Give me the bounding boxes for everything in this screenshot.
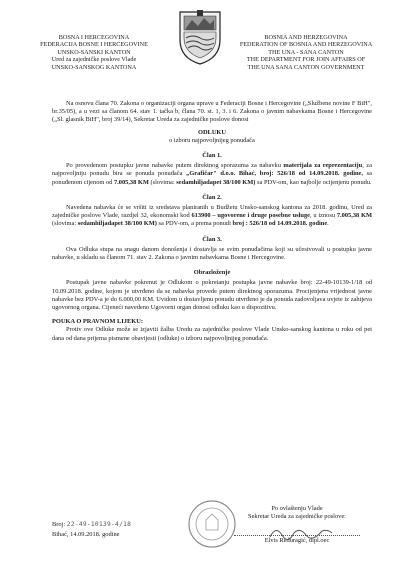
decision-subtitle: o izboru najpovoljnijeg ponuđača	[169, 136, 255, 144]
pouka-heading: POUKA O PRAVNOM LIJEKU:	[52, 318, 143, 326]
header-left-line: BOSNA I HERCEGOVINA	[58, 34, 130, 41]
header-right-institution	[226, 34, 386, 71]
reference-number-value: 22-49-10139-4/18	[66, 521, 132, 528]
header-left-line: UNSKO-SANSKI KANTON	[57, 48, 131, 56]
header-right-line: BOSNIA AND HERZEGOVINA	[264, 34, 348, 41]
reference-number-label: Broj:	[52, 521, 66, 528]
authorization-line: Po ovlaštenju Vlade	[271, 505, 323, 512]
obrazlozenje-text: Postupak javne nabavke pokrenut je Odlukom o pokretanju postupka javne nabavke broj: 22-49-10139-1/18 od 10.09.2018. godine, kojom je utvrđeno da se nabavka provede putem direktnog sporazuma. Procijenjena vrijednost javne nabavke bez PDV-a je do 6.000,00 KM. Uvidom u dostavljenu ponudu utvrđeno je da ponuda zadovoljava uvjete iz zahtjeva ugovornog organa. Cijeneći navedeno Ugovorni organ donosi odluku kao u dispozitivu.	[52, 279, 372, 312]
header-left-line: Ured za zajedničke poslove Vlade	[51, 56, 137, 64]
preamble: Na osnovu člana 70. Zakona o organizaciji organa uprave u Federaciji Bosne i Hercegovine („Službene novine F BiH", br.35/05), a u vezi sa članom 64. stav 1. tačka b, člana 70. st. 1, 3. i 6. Zakona o javnim nabavkama Bosne i Hercegovine („Sl. glasnik BiH", broj 39/14), Sekretar Ureda za zajedničke poslove donosi	[52, 100, 372, 124]
header-right-line: THE UNA - SANA CANTON	[268, 48, 344, 56]
obrazlozenje-heading: Obrazloženje	[193, 269, 231, 277]
article-3-text: Ova Odluka stupa na snagu danom donošenja i dostavlja se svim ponuđačima koji su učestvovali u postupku javne nabavke, u skladu sa članom 71. stav 2. Zakona o javnim nabavkama Bosne i Hercegovine.	[52, 245, 372, 262]
article-3-heading: Član 3.	[202, 235, 222, 243]
decision-title: ODLUKU	[197, 128, 227, 136]
document-reference	[52, 520, 131, 540]
header-right-line: THE UNA SANA CANTON GOVERNMENT	[247, 63, 365, 71]
reference-number-row	[52, 520, 131, 530]
article-1-heading: Član 1.	[202, 152, 222, 160]
date-row	[52, 530, 131, 540]
header-right-line: FEDERATION OF BOSNIA AND HERZEGOVINA	[239, 41, 373, 49]
coat-of-arms-icon	[176, 8, 224, 66]
header-left-institution	[14, 34, 174, 71]
signatory-title: Sekretar Ureda za zajedničke poslove:	[248, 513, 346, 520]
pouka-text: Protiv ove Odluke može se izjaviti žalba Uredu za zajedničke poslove Vlade Unsko-sanskog kantona u roku od pet dana od dana prijema pismene obavijesti (odluke) o izboru najpovoljnijeg ponuđača.	[52, 326, 372, 342]
article-2-text: Navedena nabavka će se vršiti iz sredstava planiranih u Budžetu Unsko-sanskog kantona za 2018. godinu, Ured za zajedničke poslove Vlade, razdjel 32, ekonomski kod 613900 – ugovorene i druge posebne usluge, u iznosu 7.005,38 KM (slovima: sedamhiljadapet 38/100 KM) sa PDV-om, a prema ponudi broj : 526/18 od 14.09.2018. godine.	[52, 204, 372, 228]
place-label: Bihać,	[52, 531, 69, 538]
document-body	[52, 100, 372, 343]
article-2-heading: Član 2.	[202, 193, 222, 201]
document-date: 14.09.2018. godine	[70, 531, 120, 538]
handwritten-signature-icon	[266, 523, 336, 543]
signatory-name: Elvis Ređuragić, dipl.oec	[264, 537, 330, 544]
header-left-line: FEDERACIJA BOSNE I HERCEGOVINE	[40, 41, 148, 49]
article-1-text: Po provedenom postupku javne nabavke putem direktnog sporazuma za nabavku materijala za reprezentaciju, za najpovoljniju ponudu bira se ponuda ponuđača „Grafičar" d.o.o. Bihać, broj: 526/18 od 14.09.2018. godine, sa ponuđenom cijenom od 7.005,38 KM (slovima: sedamhiljadapet 38/100 KM) sa PDV-om, kao najbolje ocijenjenu ponudu.	[52, 162, 372, 186]
header-left-line: UNSKO-SANSKOG KANTONA	[51, 63, 137, 71]
header-right-line: THE DEPARTMENT FOR JOIN AFFAIRS OF	[246, 56, 366, 64]
